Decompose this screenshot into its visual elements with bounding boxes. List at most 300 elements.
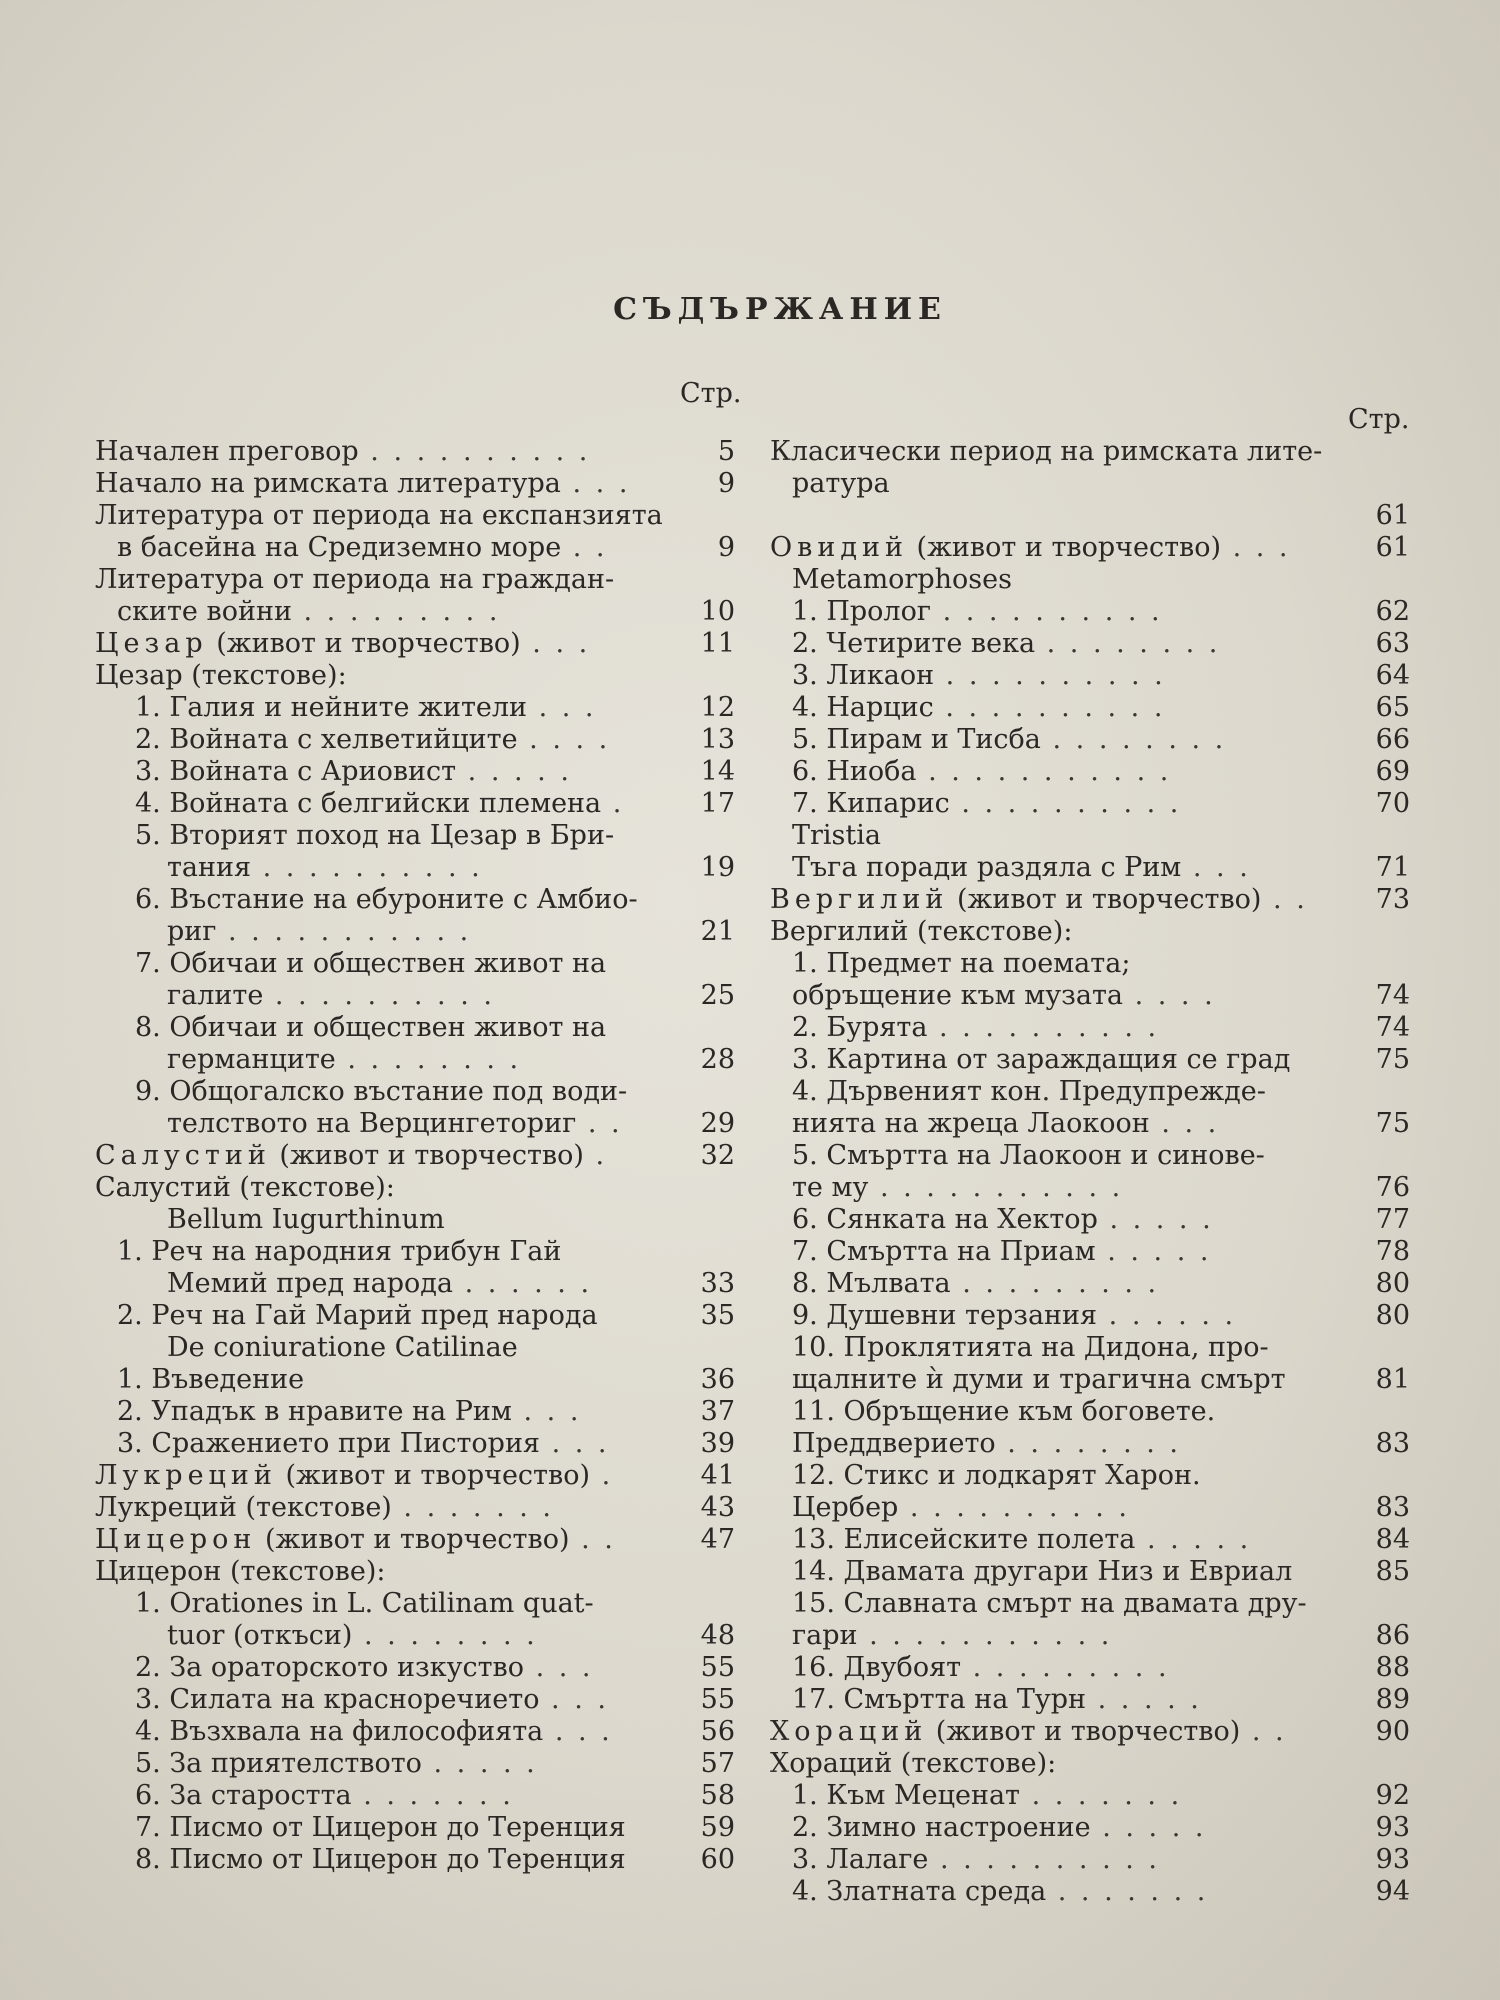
toc-page-number: 47 [700, 1524, 735, 1555]
dot-leader: . . . . . [1086, 1684, 1202, 1715]
dot-leader: . . . . . . . [1046, 1876, 1209, 1907]
toc-entry-title: Цезар (живот и творчество) . . . [95, 628, 591, 659]
page-title: СЪДЪРЖАНИЕ [613, 292, 947, 327]
toc-entry-title: Bellum Iugurthinum [167, 1204, 445, 1235]
toc-entry [770, 1204, 1410, 1236]
toc-entry-title: 4. Войната с белгийски племена . [135, 788, 625, 819]
toc-entry-title: Вергилий (текстове): [770, 916, 1073, 947]
toc-entry-title: 14. Двамата другари Низ и Евриал [792, 1556, 1293, 1587]
toc-entry-title: Хораций (текстове): [770, 1748, 1057, 1779]
dot-leader: . . [576, 1108, 623, 1139]
toc-entry-title: 2. Бурята . . . . . . . . . . [792, 1012, 1160, 1043]
toc-entry-title: 12. Стикс и лодкарят Харон. [792, 1460, 1201, 1491]
toc-entry-title: Литература от периода на експанзията [95, 500, 663, 531]
toc-entry [95, 1172, 735, 1204]
toc-entry [95, 1684, 735, 1716]
toc-entry-title: 7. Смъртта на Приам . . . . . [792, 1236, 1212, 1267]
toc-entry [770, 884, 1410, 916]
toc-entry [770, 852, 1410, 884]
toc-entry [95, 1588, 735, 1620]
toc-page-number: 29 [700, 1108, 735, 1139]
toc-page-number: 83 [1375, 1428, 1410, 1459]
dot-leader: . . . [523, 1652, 594, 1683]
toc-page-number: 73 [1375, 884, 1410, 915]
toc-page-number: 65 [1375, 692, 1410, 723]
toc-entry-title: 10. Проклятията на Дидона, про- [792, 1332, 1269, 1363]
toc-entry [95, 1236, 735, 1268]
toc-entry [770, 1268, 1410, 1300]
toc-entry [770, 1844, 1410, 1876]
toc-entry [95, 948, 735, 980]
toc-entry [95, 596, 735, 628]
toc-entry [95, 820, 735, 852]
toc-page-number: 75 [1375, 1108, 1410, 1139]
toc-entry [95, 628, 735, 660]
toc-entry-title: 3. Ликаон . . . . . . . . . . [792, 660, 1166, 691]
toc-entry-title: щалните ѝ думи и трагична смърт [792, 1364, 1286, 1395]
toc-entry-title: обръщение към музата . . . . [792, 980, 1216, 1011]
toc-page-number: 80 [1375, 1268, 1410, 1299]
toc-page-number: 25 [700, 980, 735, 1011]
toc-entry [770, 1140, 1410, 1172]
toc-page-number: 14 [700, 756, 735, 787]
toc-entry [770, 820, 1410, 852]
toc-entry-title: 2. Зимно настроение . . . . . [792, 1812, 1207, 1843]
toc-page-number: 86 [1375, 1620, 1410, 1651]
toc-page-number: 17 [700, 788, 735, 819]
toc-entry [770, 1300, 1410, 1332]
dot-leader: . . . . . . . . . . [933, 692, 1166, 723]
toc-entry-title: в басейна на Средиземно море . . [117, 532, 608, 563]
dot-leader: . . . . . . . [351, 1780, 514, 1811]
toc-entry [770, 628, 1410, 660]
toc-entry [95, 1044, 735, 1076]
dot-leader: . . . . . [1135, 1524, 1252, 1555]
toc-entry [770, 1684, 1410, 1716]
toc-page-number: 74 [1375, 1012, 1410, 1043]
dot-leader: . . . . . . . . . [961, 1652, 1170, 1683]
toc-page-number: 9 [717, 532, 735, 563]
dot-leader: . . . . . . . . . . . [216, 916, 472, 947]
toc-entry-title: 3. Картина от зараждащия се град [792, 1044, 1291, 1075]
toc-page-number: 56 [700, 1716, 735, 1747]
toc-page-number: 93 [1375, 1844, 1410, 1875]
toc-page-number: 28 [700, 1044, 735, 1075]
toc-entry [95, 852, 735, 884]
toc-entry [770, 1044, 1410, 1076]
dot-leader: . . . . . . . . . . [898, 1492, 1130, 1523]
toc-entry [770, 916, 1410, 948]
toc-entry [770, 1620, 1410, 1652]
toc-entry-title: ските войни . . . . . . . . . [117, 596, 501, 627]
dot-leader: . . . . . . . [1020, 1780, 1183, 1811]
toc-entry-title: Начален преговор . . . . . . . . . . [95, 436, 591, 467]
toc-page-number: 13 [700, 724, 735, 755]
toc-entry-title: 4. Възхвала на философията . . . [135, 1716, 613, 1747]
toc-entry [95, 1300, 735, 1332]
toc-page-number: 78 [1375, 1236, 1410, 1267]
dot-leader: . . . . . . . . . . . [916, 756, 1172, 787]
toc-entry-title: 7. Кипарис . . . . . . . . . . [792, 788, 1182, 819]
toc-entry [95, 1844, 735, 1876]
dot-leader: . . . [520, 628, 591, 659]
dot-leader: . . . . . . . . [1040, 724, 1227, 755]
toc-entry [770, 948, 1410, 980]
toc-entry-title: 3. Силата на красноречието . . . [135, 1684, 609, 1715]
toc-page-number: 85 [1375, 1556, 1410, 1587]
toc-entry [770, 1396, 1410, 1428]
toc-entry-title: Начало на римската литература . . . [95, 468, 631, 499]
dot-leader: . . . [539, 1428, 610, 1459]
toc-entry [95, 1748, 735, 1780]
dot-leader: . . [1240, 1716, 1287, 1747]
toc-entry-title: Цербер . . . . . . . . . . [792, 1492, 1130, 1523]
dot-leader: . . . . . [421, 1748, 538, 1779]
toc-page-number: 89 [1375, 1684, 1410, 1715]
toc-entry-title: те му . . . . . . . . . . . [792, 1172, 1124, 1203]
toc-entry-title: Metamorphoses [792, 564, 1012, 595]
toc-entry [95, 1364, 735, 1396]
toc-entry [95, 1108, 735, 1140]
toc-entry-title: Хораций (живот и творчество) . . [770, 1716, 1287, 1747]
toc-entry-title: нията на жреца Лаокоон . . . [792, 1108, 1220, 1139]
dot-leader: . . . . . . . . . . [251, 852, 483, 883]
dot-leader: . . . . . . [453, 1268, 593, 1299]
toc-entry-title: 2. Войната с хелветийците . . . . [135, 724, 611, 755]
dot-leader: . . . [1181, 852, 1251, 883]
toc-entry [770, 1812, 1410, 1844]
toc-page-number: 61 [1375, 500, 1410, 531]
toc-page-number: 33 [700, 1268, 735, 1299]
toc-entry-title: 6. Въстание на ебуроните с Амбио- [135, 884, 638, 915]
toc-entry-title: Литература от периода на граждан- [95, 564, 615, 595]
dot-leader: . . . . . . . . . . [930, 596, 1163, 627]
toc-entry-title: 17. Смъртта на Турн . . . . . [792, 1684, 1202, 1715]
dot-leader: . . . . . . . . . . [949, 788, 1182, 819]
toc-page-number: 66 [1375, 724, 1410, 755]
toc-entry [95, 788, 735, 820]
toc-entry-title: 11. Обръщение към боговете. [792, 1396, 1216, 1427]
toc-entry-title: 1. Към Меценат . . . . . . . [792, 1780, 1183, 1811]
dot-leader: . . . . . . . . . . . [857, 1620, 1113, 1651]
toc-entry [95, 1716, 735, 1748]
toc-entry-title: Преддверието . . . . . . . . [792, 1428, 1182, 1459]
toc-page-number: 84 [1375, 1524, 1410, 1555]
toc-entry-title: Tristia [792, 820, 881, 851]
toc-entry [770, 692, 1410, 724]
dot-leader: . . . [511, 1396, 582, 1427]
toc-entry-title: 1. Orationes in L. Catilinam quat- [135, 1588, 594, 1619]
toc-entry [95, 468, 735, 500]
toc-entry [95, 1524, 735, 1556]
dot-leader: . . [561, 532, 608, 563]
toc-entry [95, 532, 735, 564]
toc-page-number: 64 [1375, 660, 1410, 691]
toc-page-number: 10 [700, 596, 735, 627]
toc-page-number: 41 [700, 1460, 735, 1491]
toc-entry-title: гари . . . . . . . . . . . [792, 1620, 1113, 1651]
toc-entry [95, 1204, 735, 1236]
toc-entry-title: tuor (откъси) . . . . . . . . [167, 1620, 538, 1651]
toc-entry-title: 4. Златната среда . . . . . . . [792, 1876, 1209, 1907]
toc-page-number: 11 [700, 628, 735, 659]
toc-entry-title: телството на Верцингеториг . . [167, 1108, 623, 1139]
toc-entry-title: галите . . . . . . . . . . [167, 980, 495, 1011]
toc-entry [770, 1524, 1410, 1556]
dot-leader: . . . . . . . [391, 1492, 554, 1523]
toc-right-column [770, 436, 1410, 1908]
dot-leader: . . . . . . . . [335, 1044, 522, 1075]
toc-entry [95, 1812, 735, 1844]
dot-leader: . . [1261, 884, 1308, 915]
dot-leader: . . . [560, 468, 631, 499]
toc-entry-title: 8. Мълвата . . . . . . . . . [792, 1268, 1160, 1299]
toc-entry [770, 468, 1410, 500]
toc-entry [95, 692, 735, 724]
toc-page-number: 58 [700, 1780, 735, 1811]
toc-entry-title: 15. Славната смърт на двамата дру- [792, 1588, 1307, 1619]
toc-left-column [95, 436, 735, 1876]
dot-leader: . . . . . . . . . . [263, 980, 495, 1011]
toc-page-number: 74 [1375, 980, 1410, 1011]
toc-page-number: 36 [700, 1364, 735, 1395]
toc-entry-title: ратура [792, 468, 890, 499]
toc-entry [770, 724, 1410, 756]
toc-entry [95, 1140, 735, 1172]
dot-leader: . . . . . . . . . [291, 596, 501, 627]
toc-entry-title: тания . . . . . . . . . . [167, 852, 483, 883]
toc-entry [95, 1492, 735, 1524]
toc-entry [770, 1076, 1410, 1108]
toc-entry-title: Вергилий (живот и творчество) . . [770, 884, 1308, 915]
toc-page-number: 57 [700, 1748, 735, 1779]
toc-entry [770, 788, 1410, 820]
dot-leader: . . . . [517, 724, 611, 755]
dot-leader: . . [569, 1524, 616, 1555]
toc-entry-title: риг . . . . . . . . . . . [167, 916, 472, 947]
toc-entry [770, 1108, 1410, 1140]
toc-entry-title: 5. Вторият поход на Цезар в Бри- [135, 820, 615, 851]
toc-entry [95, 564, 735, 596]
left-page-column-header: Стр. [680, 378, 742, 409]
toc-entry [95, 1332, 735, 1364]
toc-entry [95, 1780, 735, 1812]
toc-entry [770, 500, 1410, 532]
dot-leader: . . . . . . . . . . [928, 1844, 1161, 1875]
toc-entry [770, 660, 1410, 692]
toc-entry-title: 5. Смъртта на Лаокоон и синове- [792, 1140, 1265, 1171]
dot-leader: . [601, 788, 625, 819]
toc-entry-title: германците . . . . . . . . [167, 1044, 522, 1075]
toc-entry [770, 1332, 1410, 1364]
toc-page-number: 43 [700, 1492, 735, 1523]
toc-entry [95, 1076, 735, 1108]
toc-page-number: 92 [1375, 1780, 1410, 1811]
toc-entry-title: 6. Сянката на Хектор . . . . . [792, 1204, 1214, 1235]
toc-entry [770, 980, 1410, 1012]
toc-entry [770, 1556, 1410, 1588]
toc-page-number: 76 [1375, 1172, 1410, 1203]
toc-entry-title: 1. Галия и нейните жители . . . [135, 692, 597, 723]
dot-leader: . . . . . . . . . . [934, 660, 1166, 691]
toc-entry-title: Цицерон (текстове): [95, 1556, 386, 1587]
toc-entry [770, 1364, 1410, 1396]
dot-leader: . . . [539, 1684, 609, 1715]
toc-page-number: 83 [1375, 1492, 1410, 1523]
dot-leader: . . . . . . . . [1035, 628, 1221, 659]
toc-entry-title: 3. Сражението при Пистория . . . [117, 1428, 610, 1459]
toc-entry [770, 1716, 1410, 1748]
toc-page-number: 19 [700, 852, 735, 883]
toc-entry-title: Лукреций (текстове) . . . . . . . [95, 1492, 554, 1523]
toc-entry-title: 3. Лалаге . . . . . . . . . . [792, 1844, 1161, 1875]
dot-leader: . . . [1149, 1108, 1220, 1139]
toc-entry [770, 564, 1410, 596]
toc-entry-title: 1. Реч на народния трибун Гай [117, 1236, 562, 1267]
toc-entry-title: 7. Обичаи и обществен живот на [135, 948, 607, 979]
dot-leader: . [589, 1460, 614, 1491]
toc-entry-title: 6. Ниоба . . . . . . . . . . . [792, 756, 1172, 787]
toc-entry-title: 2. Четирите века . . . . . . . . [792, 628, 1221, 659]
toc-page-number: 12 [700, 692, 735, 723]
toc-entry [770, 1236, 1410, 1268]
toc-entry-title: Салустий (живот и творчество) . [95, 1140, 608, 1171]
toc-page-number: 61 [1375, 532, 1410, 563]
toc-entry-title: 9. Общогалско въстание под води- [135, 1076, 628, 1107]
toc-entry [770, 1012, 1410, 1044]
toc-entry [95, 1556, 735, 1588]
toc-entry [95, 724, 735, 756]
toc-entry [770, 436, 1410, 468]
toc-entry [770, 1588, 1410, 1620]
toc-entry [770, 756, 1410, 788]
toc-entry-title: 16. Двубоят . . . . . . . . . [792, 1652, 1170, 1683]
toc-entry [770, 596, 1410, 628]
toc-entry-title: 1. Пролог . . . . . . . . . . [792, 596, 1163, 627]
dot-leader: . . . . . . . . . . [358, 436, 591, 467]
toc-page-number: 63 [1375, 628, 1410, 659]
toc-page-number: 55 [700, 1684, 735, 1715]
toc-entry [95, 756, 735, 788]
toc-entry-title: 5. За приятелството . . . . . [135, 1748, 538, 1779]
toc-entry-title: De coniuratione Catilinae [167, 1332, 518, 1363]
dot-leader: . . . . . . . . . . [927, 1012, 1160, 1043]
toc-entry-title: Тъга поради раздяла с Рим . . . [792, 852, 1251, 883]
toc-page-number: 90 [1375, 1716, 1410, 1747]
toc-page-number: 59 [700, 1812, 735, 1843]
dot-leader: . . . . . [1095, 1236, 1212, 1267]
toc-page-number: 32 [700, 1140, 735, 1171]
toc-page-number: 21 [700, 916, 735, 947]
toc-page-number: 55 [700, 1652, 735, 1683]
toc-entry [95, 436, 735, 468]
dot-leader: . . . . . . [1097, 1300, 1237, 1331]
toc-page-number: 71 [1375, 852, 1410, 883]
toc-entry-title: 2. Реч на Гай Марий пред народа [117, 1300, 598, 1331]
toc-entry [770, 1172, 1410, 1204]
toc-page-number: 62 [1375, 596, 1410, 627]
toc-page-number: 81 [1375, 1364, 1410, 1395]
dot-leader: . . . . . . . . . [950, 1268, 1160, 1299]
toc-page-number: 5 [717, 436, 735, 467]
toc-entry [770, 1428, 1410, 1460]
dot-leader: . . . . . . . . [352, 1620, 538, 1651]
toc-page-number: 80 [1375, 1300, 1410, 1331]
toc-entry-title: 2. Упадък в нравите на Рим . . . [117, 1396, 582, 1427]
dot-leader: . . . [543, 1716, 613, 1747]
toc-entry [770, 1652, 1410, 1684]
toc-entry-title: 7. Писмо от Цицерон до Теренция [135, 1812, 626, 1843]
toc-entry [95, 1268, 735, 1300]
toc-entry-title: 2. За ораторското изкуство . . . [135, 1652, 594, 1683]
toc-entry-title: 1. Предмет на поемата; [792, 948, 1131, 979]
toc-entry [770, 1748, 1410, 1780]
dot-leader: . . . [527, 692, 597, 723]
toc-entry [95, 1012, 735, 1044]
toc-entry-title: 9. Душевни терзания . . . . . . [792, 1300, 1237, 1331]
toc-entry-title: Салустий (текстове): [95, 1172, 395, 1203]
toc-entry-title: Лукреций (живот и творчество) . [95, 1460, 614, 1491]
toc-entry-title: 1. Въведение [117, 1364, 305, 1395]
toc-page-number: 37 [700, 1396, 735, 1427]
toc-page-number: 39 [700, 1428, 735, 1459]
toc-page-number: 60 [700, 1844, 735, 1875]
toc-page-number: 94 [1375, 1876, 1410, 1907]
toc-page-number: 88 [1375, 1652, 1410, 1683]
toc-entry [95, 916, 735, 948]
toc-entry [770, 1460, 1410, 1492]
toc-entry-title: 4. Нарцис . . . . . . . . . . [792, 692, 1166, 723]
toc-entry [95, 660, 735, 692]
toc-entry [95, 980, 735, 1012]
toc-page-number: 70 [1375, 788, 1410, 819]
toc-entry-title: Мемий пред народа . . . . . . [167, 1268, 593, 1299]
dot-leader: . . . [1221, 532, 1291, 563]
toc-entry-title: 8. Писмо от Цицерон до Теренция [135, 1844, 626, 1875]
dot-leader: . . . . [1123, 980, 1216, 1011]
toc-entry-title: 3. Войната с Ариовист . . . . . [135, 756, 572, 787]
toc-entry-title: 6. За старостта . . . . . . . [135, 1780, 514, 1811]
toc-entry [95, 500, 735, 532]
toc-entry-title: 8. Обичаи и обществен живот на [135, 1012, 607, 1043]
dot-leader: . . . . . [1097, 1204, 1214, 1235]
toc-entry-title: Класически период на римската лите- [770, 436, 1323, 467]
right-page-column-header: Стр. [1348, 404, 1410, 435]
toc-entry [770, 1780, 1410, 1812]
toc-page-number: 69 [1375, 756, 1410, 787]
toc-entry-title: 5. Пирам и Тисба . . . . . . . . [792, 724, 1227, 755]
toc-entry-title: Цицерон (живот и творчество) . . [95, 1524, 616, 1555]
toc-entry [95, 1396, 735, 1428]
dot-leader: . . . . . [456, 756, 572, 787]
toc-page-number: 93 [1375, 1812, 1410, 1843]
toc-entry [95, 1652, 735, 1684]
toc-entry [770, 532, 1410, 564]
dot-leader: . . . . . . . . . . . [868, 1172, 1124, 1203]
toc-entry [770, 1876, 1410, 1908]
toc-page-number: 48 [700, 1620, 735, 1651]
toc-page-number: 35 [700, 1300, 735, 1331]
toc-entry [95, 884, 735, 916]
dot-leader: . . . . . . . . [995, 1428, 1182, 1459]
toc-entry [95, 1460, 735, 1492]
toc-entry [770, 1492, 1410, 1524]
toc-entry [95, 1620, 735, 1652]
toc-page-number: 9 [717, 468, 735, 499]
dot-leader: . [583, 1140, 608, 1171]
toc-entry-title: 4. Дървеният кон. Предупрежде- [792, 1076, 1266, 1107]
dot-leader: . . . . . [1090, 1812, 1207, 1843]
